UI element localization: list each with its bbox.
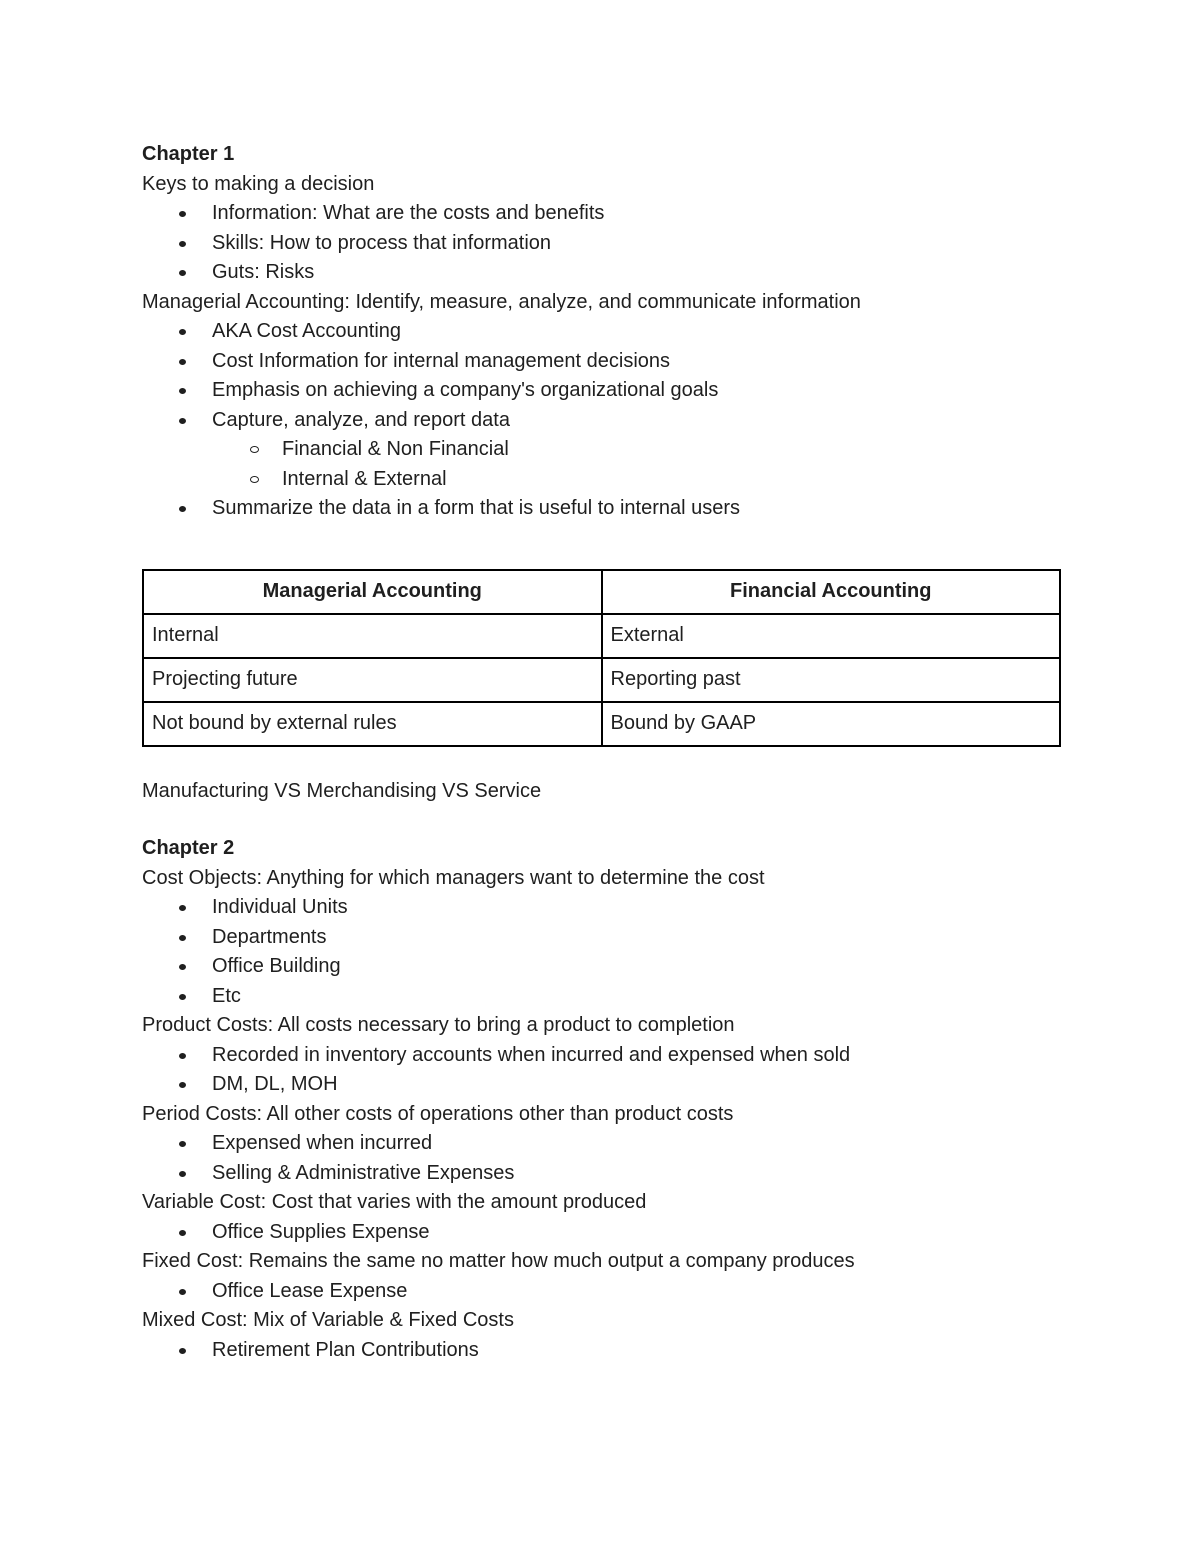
table-header-cell: Financial Accounting <box>602 570 1061 614</box>
list-item: AKA Cost Accounting <box>142 317 1062 347</box>
managerial-heading: Managerial Accounting: Identify, measure, analyze, and communicate information <box>142 290 861 313</box>
keys-heading: Keys to making a decision <box>142 172 375 195</box>
sub-list-item: Internal & External <box>142 465 1062 495</box>
list-item: Retirement Plan Contributions <box>142 1336 1062 1366</box>
table-cell: Projecting future <box>143 658 602 702</box>
sub-list-item: Financial & Non Financial <box>142 435 1062 465</box>
table-row <box>143 658 1060 702</box>
list-item: Information: What are the costs and benefits <box>142 199 1062 229</box>
list-item: Office Lease Expense <box>142 1277 1062 1307</box>
table-cell: Internal <box>143 614 602 658</box>
table-cell: External <box>602 614 1061 658</box>
product-costs-heading: Product Costs: All costs necessary to bring a product to completion <box>142 1014 735 1036</box>
mixed-cost-heading: Mixed Cost: Mix of Variable & Fixed Costs <box>142 1309 514 1331</box>
table-row <box>143 702 1060 746</box>
spacer <box>142 524 1062 569</box>
table-cell: Not bound by external rules <box>143 702 602 746</box>
spacer <box>142 806 1062 834</box>
list-item: Etc <box>142 982 1062 1012</box>
list-item: Office Supplies Expense <box>142 1218 1062 1248</box>
list-item: Selling & Administrative Expenses <box>142 1159 1062 1189</box>
list-item: Summarize the data in a form that is useful to internal users <box>142 494 1062 524</box>
table-header-row <box>143 570 1060 614</box>
list-item: Office Building <box>142 952 1062 982</box>
chapter-2-title: Chapter 2 <box>142 837 235 859</box>
spacer <box>142 747 1062 777</box>
cost-objects-heading: Cost Objects: Anything for which managers want to determine the cost <box>142 866 765 889</box>
list-item: Cost Information for internal management decisions <box>142 347 1062 377</box>
list-item: Emphasis on achieving a company's organizational goals <box>142 376 1062 406</box>
table-cell: Reporting past <box>602 658 1061 702</box>
list-item: Skills: How to process that information <box>142 229 1062 259</box>
list-item: Expensed when incurred <box>142 1129 1062 1159</box>
fixed-cost-heading: Fixed Cost: Remains the same no matter how much output a company produces <box>142 1250 855 1272</box>
document-page <box>142 140 1062 1365</box>
comparison-table <box>142 569 1061 747</box>
variable-cost-heading: Variable Cost: Cost that varies with the amount produced <box>142 1191 647 1213</box>
table-header-cell: Managerial Accounting <box>143 570 602 614</box>
list-item: Guts: Risks <box>142 258 1062 288</box>
table-row <box>143 614 1060 658</box>
list-item: DM, DL, MOH <box>142 1070 1062 1100</box>
chapter-1-title: Chapter 1 <box>142 143 235 165</box>
table-cell: Bound by GAAP <box>602 702 1061 746</box>
list-item: Departments <box>142 923 1062 953</box>
period-costs-heading: Period Costs: All other costs of operations other than product costs <box>142 1102 734 1125</box>
list-item: Recorded in inventory accounts when incurred and expensed when sold <box>142 1041 1062 1071</box>
list-item: Capture, analyze, and report data <box>142 406 1062 436</box>
list-item: Individual Units <box>142 893 1062 923</box>
business-types-line: Manufacturing VS Merchandising VS Service <box>142 779 542 802</box>
